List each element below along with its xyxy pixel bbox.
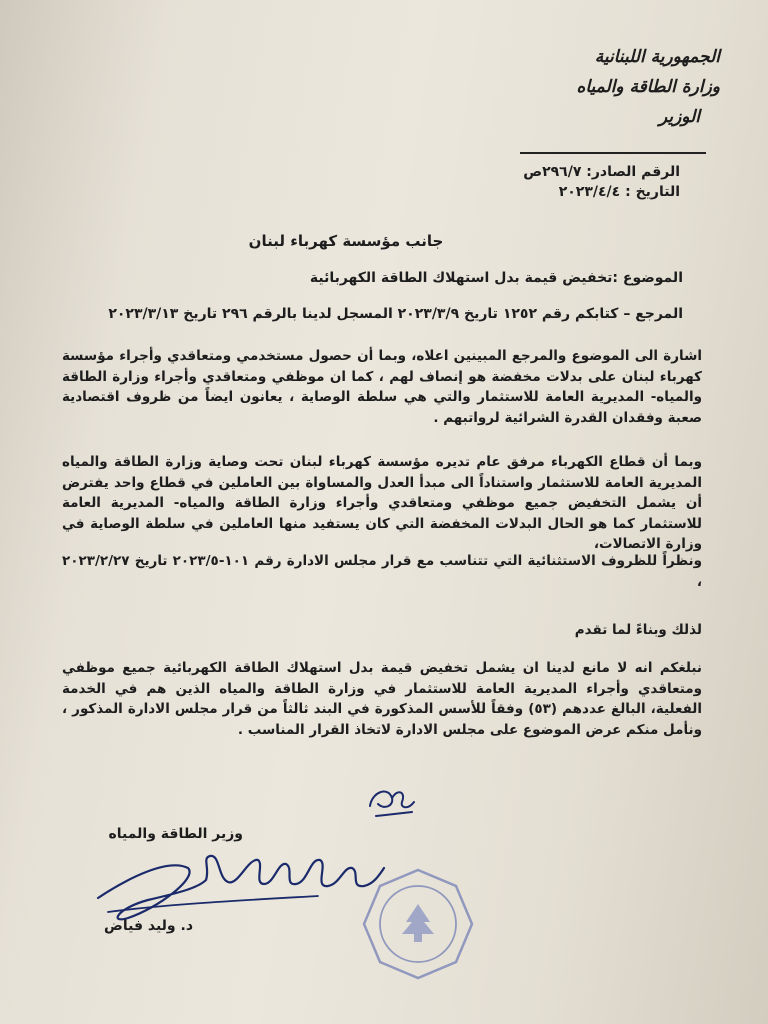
letterhead-minister: الوزير: [658, 107, 700, 127]
paragraph-2: وبما أن قطاع الكهرباء مرفق عام تديره مؤسسة كهرباء لبنان تحت وصاية وزارة الطاقة والمياه المديرية العامة للاستثمار واستناداً الى مبدأ العدل والمساواة بين العاملين في قطاع واحد يفترض أن يشمل التخفيض جميع موظفي ومتعاقدي وأجراء وزارة الطاقة والمياه- المديرية العامة للاستثمار كما هو الحال البدلات المخفضة التي كان يستفيد منها العاملين في سلطة الوصاية في وزارة الاتصالات،: [62, 454, 702, 552]
addressee: جانب مؤسسة كهرباء لبنان: [248, 232, 444, 250]
signer-title: وزير الطاقة والمياه: [108, 826, 243, 842]
reference-number: الرقم الصادر: ٢٩٦/٧ص: [523, 164, 680, 180]
letterhead-divider: [520, 152, 706, 154]
reference-block: [420, 162, 680, 202]
letterhead-ministry: وزارة الطاقة والمياه: [576, 77, 720, 97]
letterhead: [480, 42, 720, 132]
cedar-stamp-icon: [360, 866, 476, 982]
handwritten-initials-icon: [362, 778, 422, 828]
reference-line: المرجع – كتابكم رقم ١٢٥٢ تاريخ ٢٠٢٣/٣/٩ المسجل لدينا بالرقم ٢٩٦ تاريخ ٢٠٢٣/٣/١٣: [108, 306, 683, 322]
paragraph-4: لذلك وبناءً لما تقدم: [574, 622, 702, 638]
letterhead-republic: الجمهورية اللبنانية: [594, 47, 720, 67]
paragraph-3: ونظراً للظروف الاستثنائية التي تتناسب مع قرار مجلس الادارة رقم ١٠١-٢٠٢٣/٥ تاريخ ٢٠٢٣/٢/٢٧ ،: [62, 553, 703, 590]
paragraph-5: نبلغكم انه لا مانع لدينا ان يشمل تخفيض قيمة بدل استهلاك الطاقة الكهربائية جميع موظفي ومتعاقدي وأجراء المديرية العامة للاستثمار في وزارة الطاقة والمياه الذين هم في الخدمة الفعلية، البالغ عددهم (٥٣) وفقاً للأسس المذكورة في البند ثالثاً من قرار مجلس الادارة المذكور ، ونأمل منكم عرض الموضوع على مجلس الادارة لاتخاذ القرار المناسب .: [62, 660, 702, 738]
subject-line: الموضوع :تخفيض قيمة بدل استهلاك الطاقة الكهربائية: [309, 270, 683, 286]
paragraph-1: اشارة الى الموضوع والمرجع المبينين اعلاه، وبما أن حصول مستخدمي ومتعاقدي وأجراء مؤسسة كهرباء لبنان على بدلات مخفضة هو إنصاف لهم ، كما ان موظفي ومتعاقدي وأجراء وزارة الطاقة والمياه- المديرية العامة للاستثمار والتي هي سلطة الوصاية ، يعانون ايضاً من ظروف اقتصادية صعبة وفقدان القدرة الشرائية لرواتبهم .: [62, 348, 702, 426]
signer-name: د. وليد فياض: [104, 918, 193, 934]
reference-date: التاريخ : ٢٠٢٣/٤/٤: [558, 184, 680, 200]
